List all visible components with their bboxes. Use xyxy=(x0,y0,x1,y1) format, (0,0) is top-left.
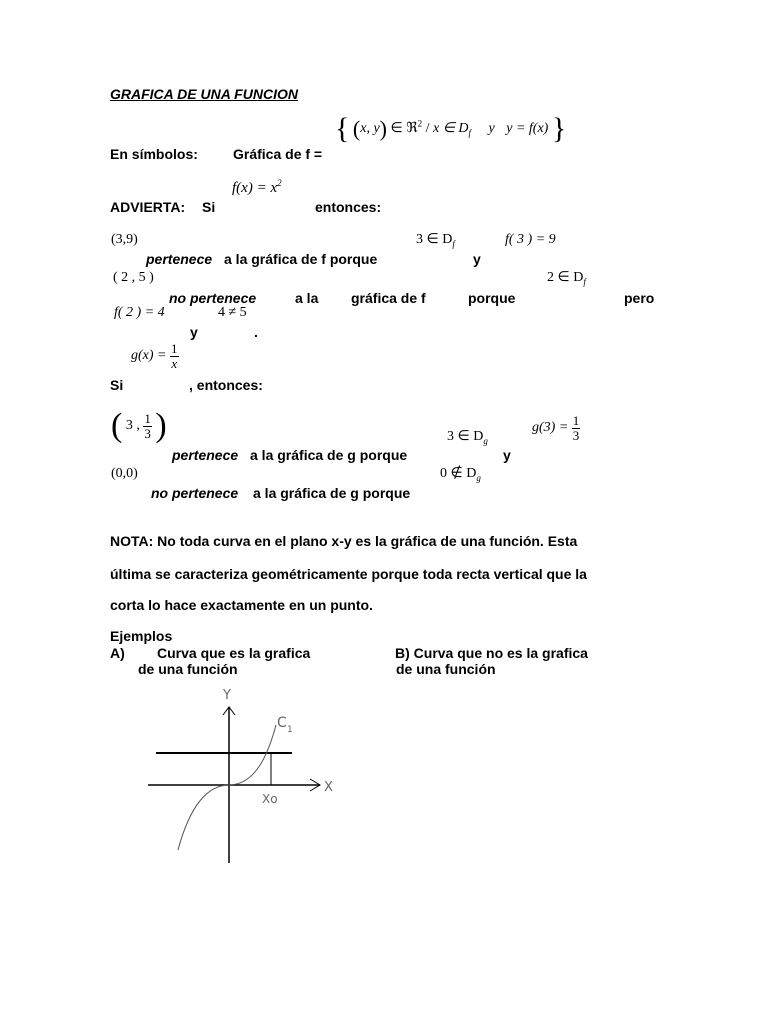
pertenece-word-g: pertenece xyxy=(172,447,239,463)
function-graph-figure xyxy=(140,685,360,870)
period-mark: . xyxy=(254,324,258,340)
graph-set-definition: { (x, y) ∈ ℜ$^2$ / x ∈ $D_f$ y y = f(x) } xyxy=(335,112,567,145)
nota-line-2: última se caracteriza geométricamente porque toda recta vertical que la xyxy=(110,566,587,582)
four-not-equal-five: 4 ≠ 5 xyxy=(218,305,247,320)
y-connector-2: y xyxy=(190,324,198,340)
two-in-df: 2 ∈ $D_f$ xyxy=(547,270,586,287)
y-connector-1: y xyxy=(473,251,481,267)
example-a-text-2: de una función xyxy=(138,661,238,677)
entonces-label: entonces: xyxy=(315,199,382,215)
example-a-text-1: Curva que es la grafica xyxy=(157,645,311,661)
ejemplos-heading: Ejemplos xyxy=(110,628,173,644)
a-la-grafica-g: a la gráfica de g porque xyxy=(250,447,408,463)
a-la-grafica-f: a la gráfica de f porque xyxy=(224,251,378,267)
x-axis-label: X xyxy=(324,780,333,795)
curve-c1 xyxy=(178,725,276,850)
pertenece-word: pertenece xyxy=(146,251,213,267)
a-la-grafica-g-2: a la gráfica de g porque xyxy=(253,485,411,501)
f3-equals-9: f( 3 ) = 9 xyxy=(505,232,556,247)
g3-equals-one-third: g(3) = $\frac{1}{3}$ xyxy=(532,413,580,443)
si-label-2: Si xyxy=(110,377,124,393)
point-2-5: ( 2 , 5 ) xyxy=(113,270,154,285)
grafica-de-f-label: Gráfica de f = xyxy=(233,146,323,162)
example-a-label: A) xyxy=(110,645,125,661)
point-3-9: (3,9) xyxy=(111,232,138,247)
zero-notin-dg: 0 ∉ $D_g$ xyxy=(440,466,481,483)
advierta-label: ADVIERTA: xyxy=(110,199,186,215)
example-b-text-2: de una función xyxy=(396,661,496,677)
document-title: GRAFICA DE UNA FUNCION xyxy=(110,86,298,102)
a-la-2: a la xyxy=(295,290,319,306)
entonces-label-2: , entonces: xyxy=(189,377,263,393)
nota-line-3: corta lo hace exactamente en un punto. xyxy=(110,597,373,613)
fx-definition: $f(x) = x^2$ xyxy=(232,178,282,196)
grafica-de-f-2: gráfica de f xyxy=(351,290,426,306)
curve-label: C xyxy=(277,715,287,731)
si-label: Si xyxy=(202,199,216,215)
three-in-df: 3 ∈ $D_f$ xyxy=(416,232,455,249)
nota-line-1: NOTA: No toda curva en el plano x-y es la gráfica de una función. Esta xyxy=(110,533,578,549)
gx-definition: g(x) = $\frac{1}{x}$ xyxy=(131,341,178,371)
point-3-one-third: ( 3 , $\frac{1}{3}$ ) xyxy=(111,407,167,444)
f2-equals-4: f( 2 ) = 4 xyxy=(114,305,165,320)
y-axis-label: Y xyxy=(223,688,231,703)
pero-word: pero xyxy=(624,290,655,306)
point-0-0: (0,0) xyxy=(111,466,138,481)
x0-label: Xo xyxy=(262,792,278,806)
three-in-dg: 3 ∈ $D_g$ xyxy=(447,429,488,446)
y-connector-3: y xyxy=(503,447,511,463)
porque-2: porque xyxy=(468,290,516,306)
en-simbolos-label: En símbolos: xyxy=(110,146,198,162)
no-pertenece-word-g: no pertenece xyxy=(151,485,239,501)
example-b-text-1: B) Curva que no es la grafica xyxy=(395,645,588,661)
curve-label-subscript: 1 xyxy=(287,725,293,735)
no-pertenece-word-1: no pertenece xyxy=(169,290,257,306)
